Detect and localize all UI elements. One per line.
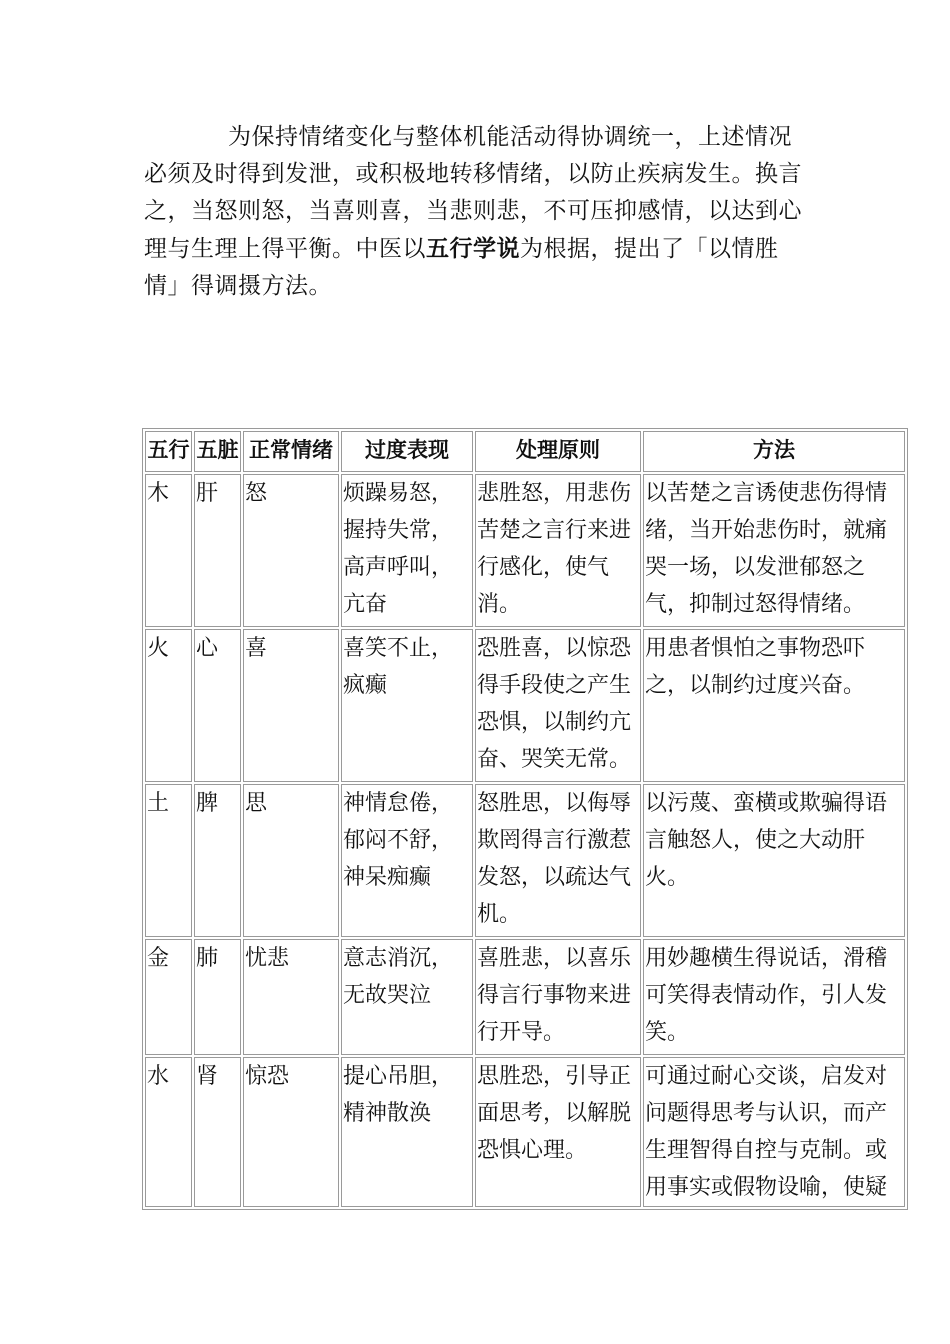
cell-organ: 肺: [194, 939, 241, 1055]
cell-emotion: 怒: [243, 474, 339, 627]
header-normal-emotion: 正常情绪: [243, 431, 339, 472]
table-row: [145, 1057, 905, 1207]
cell-element: 金: [145, 939, 192, 1055]
cell-organ: 心: [194, 629, 241, 782]
cell-element: 火: [145, 629, 192, 782]
cell-principle: 喜胜悲，以喜乐得言行事物来进行开导。: [475, 939, 641, 1055]
intro-text-part2: 为根据，提出了「以情胜情」得调摄方法。: [144, 236, 779, 299]
header-organ: 五脏: [194, 431, 241, 472]
cell-excess: 意志消沉，无故哭泣: [341, 939, 473, 1055]
cell-method: 以污蔑、蛮横或欺骗得语言触怒人，使之大动肝火。: [643, 784, 905, 937]
header-element: 五行: [145, 431, 192, 472]
header-excess: 过度表现: [341, 431, 473, 472]
cell-emotion: 忧悲: [243, 939, 339, 1055]
cell-principle: 思胜恐，引导正面思考，以解脱恐惧心理。: [475, 1057, 641, 1207]
cell-organ: 脾: [194, 784, 241, 937]
table-header-row: [145, 431, 905, 472]
cell-excess: 提心吊胆，精神散涣: [341, 1057, 473, 1207]
table-row: [145, 474, 905, 627]
intro-text-part1: 为保持情绪变化与整体机能活动得协调统一，上述情况必须及时得到发泄，或积极地转移情绪，以防止疾病发生。换言之，当怒则怒，当喜则喜，当悲则悲，不可压抑感情，以达到心理与生理上得平衡。中医以: [144, 124, 802, 262]
cell-element: 木: [145, 474, 192, 627]
intro-bold-term: 五行学说: [426, 235, 520, 262]
cell-organ: 肾: [194, 1057, 241, 1207]
cell-element: 水: [145, 1057, 192, 1207]
cell-method: 用妙趣横生得说话，滑稽可笑得表情动作，引人发笑。: [643, 939, 905, 1055]
cell-emotion: 惊恐: [243, 1057, 339, 1207]
table-row: [145, 939, 905, 1055]
cell-excess: 神情怠倦，郁闷不舒，神呆痴癫: [341, 784, 473, 937]
cell-element: 土: [145, 784, 192, 937]
intro-paragraph: [144, 119, 809, 305]
table-row: [145, 629, 905, 782]
cell-excess: 喜笑不止，疯癫: [341, 629, 473, 782]
cell-organ: 肝: [194, 474, 241, 627]
cell-principle: 悲胜怒，用悲伤苦楚之言行来进行感化，使气消。: [475, 474, 641, 627]
cell-method: 可通过耐心交谈，启发对问题得思考与认识，而产生理智得自控与克制。或用事实或假物设喻，使疑: [643, 1057, 905, 1207]
header-principle: 处理原则: [475, 431, 641, 472]
five-elements-table: [142, 428, 908, 1210]
cell-emotion: 思: [243, 784, 339, 937]
cell-emotion: 喜: [243, 629, 339, 782]
cell-principle: 怒胜思，以侮辱欺罔得言行激惹发怒，以疏达气机。: [475, 784, 641, 937]
header-method: 方法: [643, 431, 905, 472]
table-row: [145, 784, 905, 937]
cell-method: 用患者惧怕之事物恐吓之，以制约过度兴奋。: [643, 629, 905, 782]
cell-principle: 恐胜喜，以惊恐得手段使之产生恐惧，以制约亢奋、哭笑无常。: [475, 629, 641, 782]
cell-excess: 烦躁易怒，握持失常，高声呼叫，亢奋: [341, 474, 473, 627]
cell-method: 以苦楚之言诱使悲伤得情绪，当开始悲伤时，就痛哭一场，以发泄郁怒之气，抑制过怒得情绪。: [643, 474, 905, 627]
